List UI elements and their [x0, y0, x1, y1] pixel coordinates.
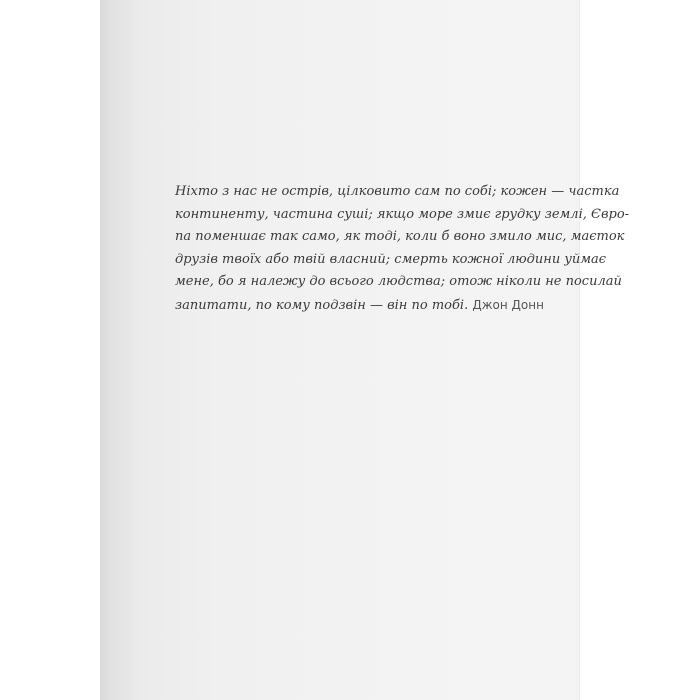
epigraph-quote — [175, 181, 630, 317]
epigraph-line: па поменшає так само, як тоді, коли б воно змило мис, маєток — [175, 229, 625, 244]
epigraph-line: запитати, по кому подзвін — він по тобі. — [175, 297, 469, 313]
epigraph-line: друзів твоїх або твій власний; смерть кожної людини уймає — [175, 251, 607, 267]
epigraph-line: континенту, частина суші; якщо море змиє грудку землі, Євро- — [175, 206, 630, 222]
epigraph-line: Ніхто з нас не острів, цілковито сам по собі; кожен — частка — [175, 184, 620, 199]
epigraph-line: мене, бо я належу до всього людства; отож ніколи не посилай — [175, 274, 622, 289]
epigraph-last-line — [175, 294, 550, 318]
epigraph-author: Джон Донн — [472, 297, 544, 312]
paper-sheet — [100, 0, 630, 700]
